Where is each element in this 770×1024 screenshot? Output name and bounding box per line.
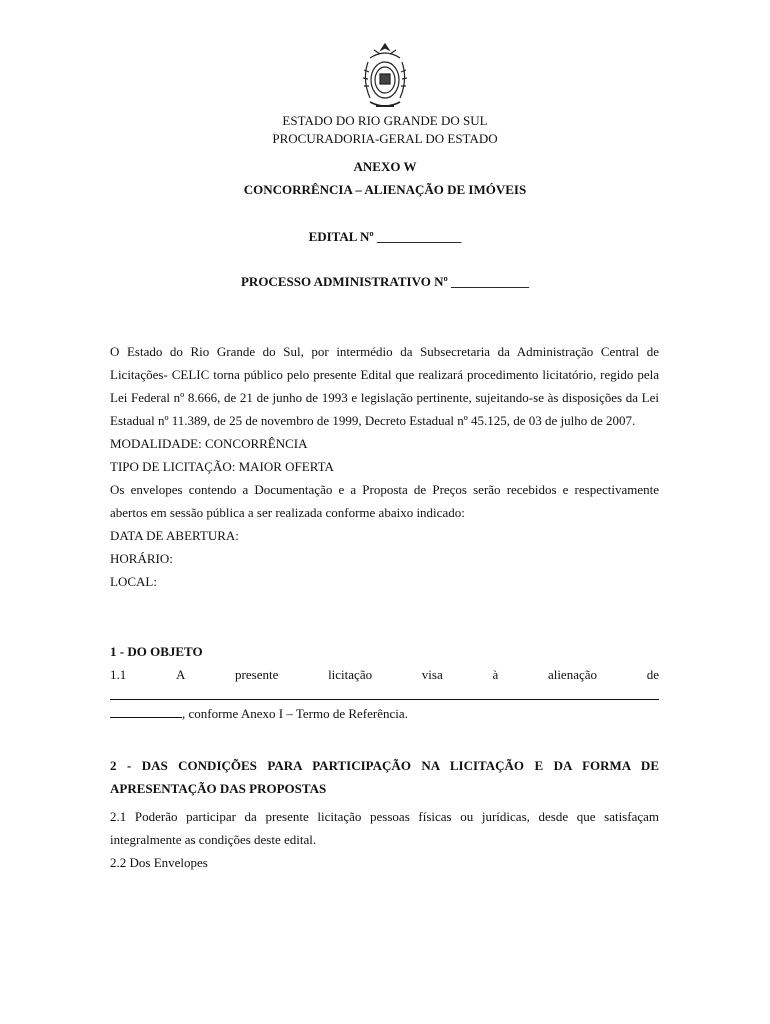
object-reference-line [110,702,659,725]
type-line: TIPO DE LICITAÇÃO: MAIOR OFERTA [110,459,334,474]
object-blank-line [110,686,659,700]
agency-name: PROCURADORIA-GERAL DO ESTADO [272,131,498,146]
object-word: A [175,667,186,682]
object-word: licitação [328,667,373,682]
coat-of-arms-icon [356,40,414,116]
object-word: presente [235,667,279,682]
place-line: LOCAL: [110,574,157,589]
section-2-title: 2 - DAS CONDIÇÕES PARA PARTICIPAÇÃO NA LICITAÇÃO E DA FORMA DE APRESENTAÇÃO DAS PROPOSTAS [110,758,659,796]
section-object [110,640,659,725]
intro-paragraph: O Estado do Rio Grande do Sul, por intermédio da Subsecretaria da Administração Central de Licitações- CELIC torna público pelo presente Edital que realizará procedimento licitatório, regido pela Lei Federal nº 8.666, de 21 de junho de 1993 e legislação pertinente, sujeitando-se às disposições da Lei Estadual nº 11.389, de 25 de novembro de 1999, Decreto Estadual nº 45.125, de 03 de julho de 2007. [110,344,659,428]
object-word: 1.1 [110,667,127,682]
annex-title: ANEXO W [353,159,417,174]
object-word: de [646,667,659,682]
state-name: ESTADO DO RIO GRANDE DO SUL [282,113,488,128]
object-reference-text: , conforme Anexo I – Termo de Referência. [182,706,408,721]
object-word: visa [421,667,443,682]
subject-title: CONCORRÊNCIA – ALIENAÇÃO DE IMÓVEIS [243,182,527,197]
modality-line: MODALIDADE: CONCORRÊNCIA [110,436,308,451]
time-line: HORÁRIO: [110,551,173,566]
section-1-title: 1 - DO OBJETO [110,644,203,659]
item-2-1: 2.1 Poderão participar da presente licitação pessoas físicas ou jurídicas, desde que satisfaçam integralmente as condições deste edital. [110,809,659,847]
edital-number: EDITAL Nº _____________ [308,229,462,244]
object-word: à [492,667,499,682]
envelopes-paragraph: Os envelopes contendo a Documentação e a Proposta de Preços serão recebidos e respectivamente abertos em sessão pública a ser realizada conforme abaixo indicado: [110,482,659,520]
intro-section [110,340,659,593]
header [0,112,770,148]
object-word: alienação [547,667,598,682]
item-2-2: 2.2 Dos Envelopes [110,855,208,870]
section-participation [110,754,659,874]
process-number: PROCESSO ADMINISTRATIVO Nº ____________ [240,274,530,289]
object-line [110,663,659,686]
object-blank-short [110,705,182,718]
opening-date-line: DATA DE ABERTURA: [110,528,239,543]
